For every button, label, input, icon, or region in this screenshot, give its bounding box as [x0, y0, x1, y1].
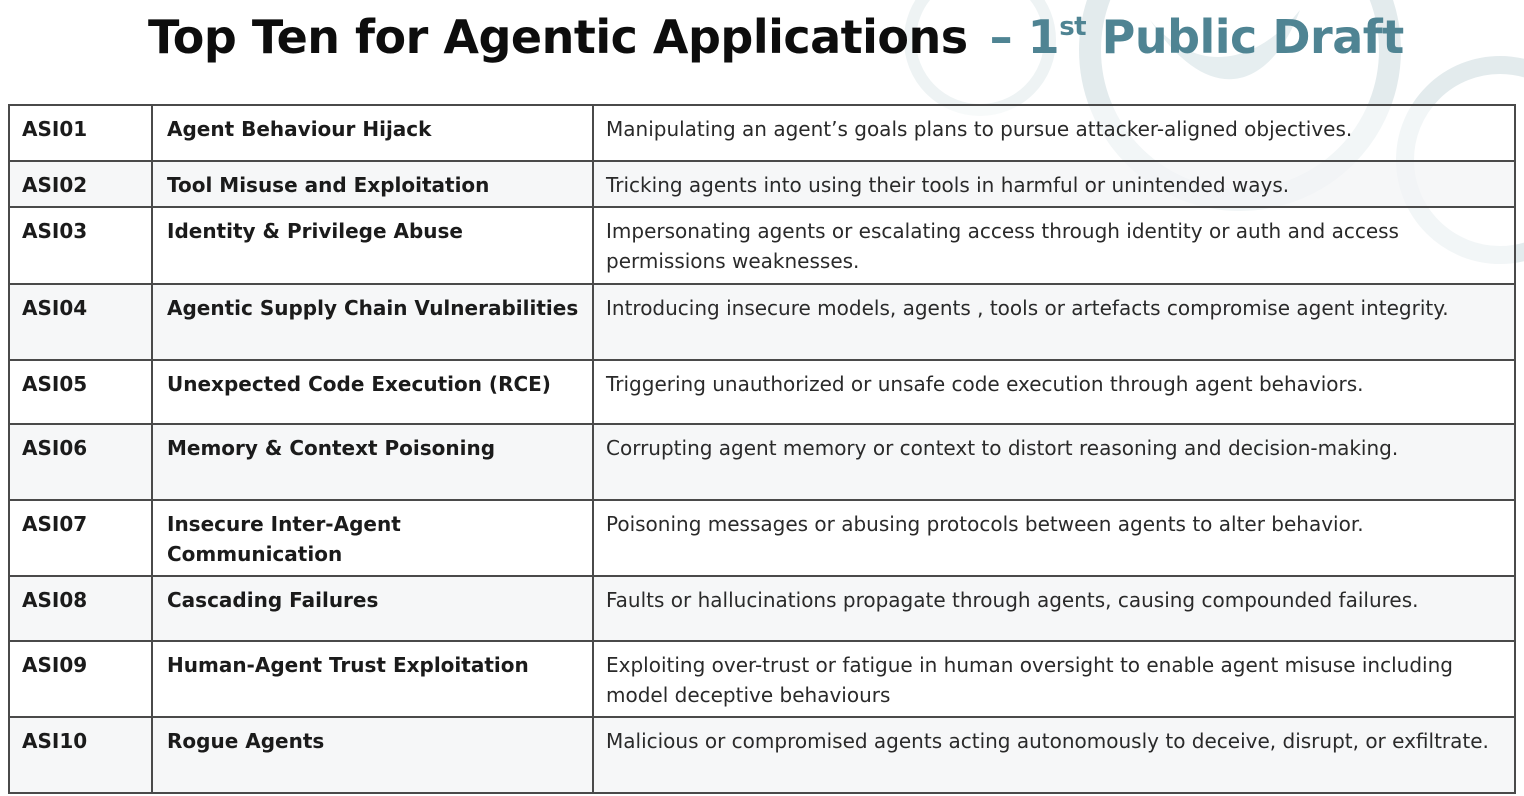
risk-name-cell: Memory & Context Poisoning: [152, 424, 593, 500]
risk-id-cell: ASI07: [9, 500, 152, 576]
risk-id-cell: ASI09: [9, 641, 152, 717]
risk-id-cell: ASI01: [9, 105, 152, 161]
risk-id-cell: ASI02: [9, 161, 152, 207]
draft-suffix: Public Draft: [1086, 10, 1404, 64]
risk-name-cell: Human-Agent Trust Exploitation: [152, 641, 593, 717]
table-row: [9, 500, 1515, 576]
risk-name-cell: Tool Misuse and Exploitation: [152, 161, 593, 207]
table-row: [9, 105, 1515, 161]
risk-id-cell: ASI08: [9, 576, 152, 640]
title-draft-label: [990, 10, 1404, 64]
risk-name-cell: Unexpected Code Execution (RCE): [152, 360, 593, 424]
risk-description-cell: Introducing insecure models, agents , tools or artefacts compromise agent integrity.: [593, 284, 1515, 360]
risk-name-cell: Agentic Supply Chain Vulnerabilities: [152, 284, 593, 360]
risk-name-cell: Agent Behaviour Hijack: [152, 105, 593, 161]
table-row: [9, 576, 1515, 640]
risk-id-cell: ASI06: [9, 424, 152, 500]
risk-id-cell: ASI10: [9, 717, 152, 793]
risk-description-cell: Manipulating an agent’s goals plans to pursue attacker-aligned objectives.: [593, 105, 1515, 161]
risk-description-cell: Exploiting over-trust or fatigue in human oversight to enable agent misuse including model deceptive behaviours: [593, 641, 1515, 717]
table-row: [9, 641, 1515, 717]
top-ten-table: [8, 104, 1516, 794]
risk-description-cell: Corrupting agent memory or context to distort reasoning and decision-making.: [593, 424, 1515, 500]
draft-prefix: – 1: [989, 10, 1060, 64]
risk-name-cell: Identity & Privilege Abuse: [152, 207, 593, 283]
risk-name-cell: Cascading Failures: [152, 576, 593, 640]
title-main-text: Top Ten for Agentic Applications: [148, 10, 968, 64]
risk-name-cell: Rogue Agents: [152, 717, 593, 793]
table-row: [9, 360, 1515, 424]
table-row: [9, 424, 1515, 500]
risk-description-cell: Faults or hallucinations propagate through agents, causing compounded failures.: [593, 576, 1515, 640]
page-title: [148, 6, 1404, 68]
draft-superscript: st: [1059, 12, 1087, 42]
table-row: [9, 207, 1515, 283]
risk-description-cell: Tricking agents into using their tools in harmful or unintended ways.: [593, 161, 1515, 207]
risk-name-cell: Insecure Inter-Agent Communication: [152, 500, 593, 576]
risk-description-cell: Impersonating agents or escalating access through identity or auth and access permissions weaknesses.: [593, 207, 1515, 283]
risk-id-cell: ASI04: [9, 284, 152, 360]
table-row: [9, 284, 1515, 360]
risk-description-cell: Poisoning messages or abusing protocols between agents to alter behavior.: [593, 500, 1515, 576]
table-row: [9, 717, 1515, 793]
risk-description-cell: Malicious or compromised agents acting autonomously to deceive, disrupt, or exfiltrate.: [593, 717, 1515, 793]
table-row: [9, 161, 1515, 207]
risk-id-cell: ASI03: [9, 207, 152, 283]
risk-description-cell: Triggering unauthorized or unsafe code execution through agent behaviors.: [593, 360, 1515, 424]
risk-id-cell: ASI05: [9, 360, 152, 424]
